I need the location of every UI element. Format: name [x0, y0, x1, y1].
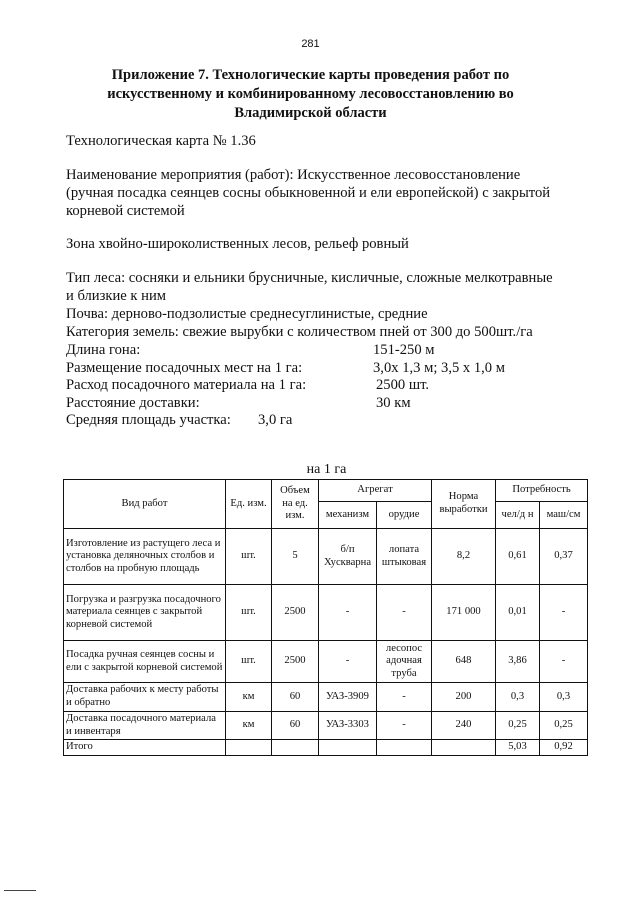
cell-mechanism: УАЗ-3909	[319, 683, 377, 712]
cell-work: Изготовление из растущего леса и установка деляночных столбов и столбов на пробную площадь	[64, 529, 226, 585]
cell-work: Посадка ручная сеянцев сосны и ели с закрытой корневой системой	[64, 641, 226, 683]
activity-line-1: Наименование мероприятия (работ): Искусственное лесовосстановление	[66, 167, 521, 183]
cell-man-days: 3,86	[496, 641, 540, 683]
cell-norm: 200	[432, 683, 496, 712]
cell-norm: 8,2	[432, 529, 496, 585]
delivery-value: 30 км	[376, 395, 411, 411]
gon-length-label: Длина гона:	[66, 342, 141, 358]
cell-empty	[226, 740, 272, 756]
zone-text: Зона хвойно-широколиственных лесов, рельеф ровный	[66, 236, 409, 252]
header-work: Вид работ	[64, 480, 226, 529]
works-table	[63, 479, 588, 756]
header-volume: Объем на ед. изм.	[272, 480, 319, 529]
cell-total-man-days: 5,03	[496, 740, 540, 756]
cell-machine-shifts: -	[540, 641, 588, 683]
cell-mechanism: -	[319, 641, 377, 683]
consumption-value: 2500 шт.	[376, 377, 430, 393]
cell-unit: км	[226, 683, 272, 712]
header-machine-shifts: маш/см	[540, 502, 588, 529]
cell-tool: лопата штыковая	[377, 529, 432, 585]
title-line-3: Владимирской области	[234, 105, 387, 121]
cell-man-days: 0,25	[496, 712, 540, 740]
cell-work: Доставка рабочих к месту работы и обратно	[64, 683, 226, 712]
cell-tool: -	[377, 712, 432, 740]
title-line-1: Приложение 7. Технологические карты проведения работ по	[111, 67, 510, 83]
cell-volume: 5	[272, 529, 319, 585]
cell-machine-shifts: 0,37	[540, 529, 588, 585]
cell-tool: -	[377, 585, 432, 641]
table-row	[64, 683, 588, 712]
header-mechanism: механизм	[319, 502, 377, 529]
card-title: Технологическая карта № 1.36	[66, 133, 256, 149]
cell-unit: шт.	[226, 585, 272, 641]
delivery-label: Расстояние доставки:	[66, 395, 200, 411]
document-title	[80, 66, 541, 123]
area-label: Средняя площадь участка:	[66, 412, 231, 428]
consumption-label: Расход посадочного материала на 1 га:	[66, 377, 307, 393]
cell-mechanism: -	[319, 585, 377, 641]
header-norm: Норма выработки	[432, 480, 496, 529]
cell-norm: 171 000	[432, 585, 496, 641]
cell-machine-shifts: 0,25	[540, 712, 588, 740]
cell-unit: шт.	[226, 529, 272, 585]
cell-mechanism: б/п Хускварна	[319, 529, 377, 585]
table-row	[64, 529, 588, 585]
cell-volume: 60	[272, 712, 319, 740]
cell-empty	[272, 740, 319, 756]
table-caption: на 1 га	[306, 462, 347, 477]
table-row	[64, 585, 588, 641]
cell-tool: лесопос адочная труба	[377, 641, 432, 683]
cell-empty	[432, 740, 496, 756]
cell-norm: 648	[432, 641, 496, 683]
activity-line-2: (ручная посадка сеянцев сосны обыкновенной и ели европейской) с закрытой	[66, 185, 551, 201]
gon-length-value: 151-250 м	[373, 342, 435, 358]
area-value: 3,0 га	[258, 412, 293, 428]
header-aggregate: Агрегат	[319, 480, 432, 502]
cell-empty	[377, 740, 432, 756]
table-total-row	[64, 740, 588, 756]
cell-unit: шт.	[226, 641, 272, 683]
forest-type-line-2: и близкие к ним	[66, 288, 166, 304]
forest-type-line-1: Тип леса: сосняки и ельники брусничные, кисличные, сложные мелкотравные	[66, 270, 553, 286]
cell-total-machine-shifts: 0,92	[540, 740, 588, 756]
cell-man-days: 0,01	[496, 585, 540, 641]
cell-norm: 240	[432, 712, 496, 740]
title-line-2: искусственному и комбинированному лесовосстановлению во	[107, 86, 514, 102]
placement-label: Размещение посадочных мест на 1 га:	[66, 360, 303, 376]
land-category-text: Категория земель: свежие вырубки с количеством пней от 300 до 500шт./га	[66, 324, 533, 340]
header-unit: Ед. изм.	[226, 480, 272, 529]
page-number: 281	[301, 38, 320, 50]
cell-volume: 2500	[272, 641, 319, 683]
cell-total-label: Итого	[64, 740, 226, 756]
cell-tool: -	[377, 683, 432, 712]
placement-value: 3,0х 1,3 м; 3,5 х 1,0 м	[373, 360, 505, 376]
cell-man-days: 0,3	[496, 683, 540, 712]
cell-mechanism: УАЗ-3303	[319, 712, 377, 740]
cell-machine-shifts: 0,3	[540, 683, 588, 712]
table-row	[64, 712, 588, 740]
cell-volume: 60	[272, 683, 319, 712]
cell-unit: км	[226, 712, 272, 740]
cell-volume: 2500	[272, 585, 319, 641]
cell-man-days: 0,61	[496, 529, 540, 585]
soil-text: Почва: дерново-подзолистые среднесуглинистые, средние	[66, 306, 428, 322]
header-need: Потребность	[496, 480, 588, 502]
cell-work: Доставка посадочного материала и инвентаря	[64, 712, 226, 740]
cell-machine-shifts: -	[540, 585, 588, 641]
table-row	[64, 641, 588, 683]
header-tool: орудие	[377, 502, 432, 529]
cell-work: Погрузка и разгрузка посадочного материала сеянцев с закрытой корневой системой	[64, 585, 226, 641]
activity-line-3: корневой системой	[66, 203, 185, 219]
header-man-days: чел/д н	[496, 502, 540, 529]
cell-empty	[319, 740, 377, 756]
page-edge-mark	[4, 890, 36, 891]
